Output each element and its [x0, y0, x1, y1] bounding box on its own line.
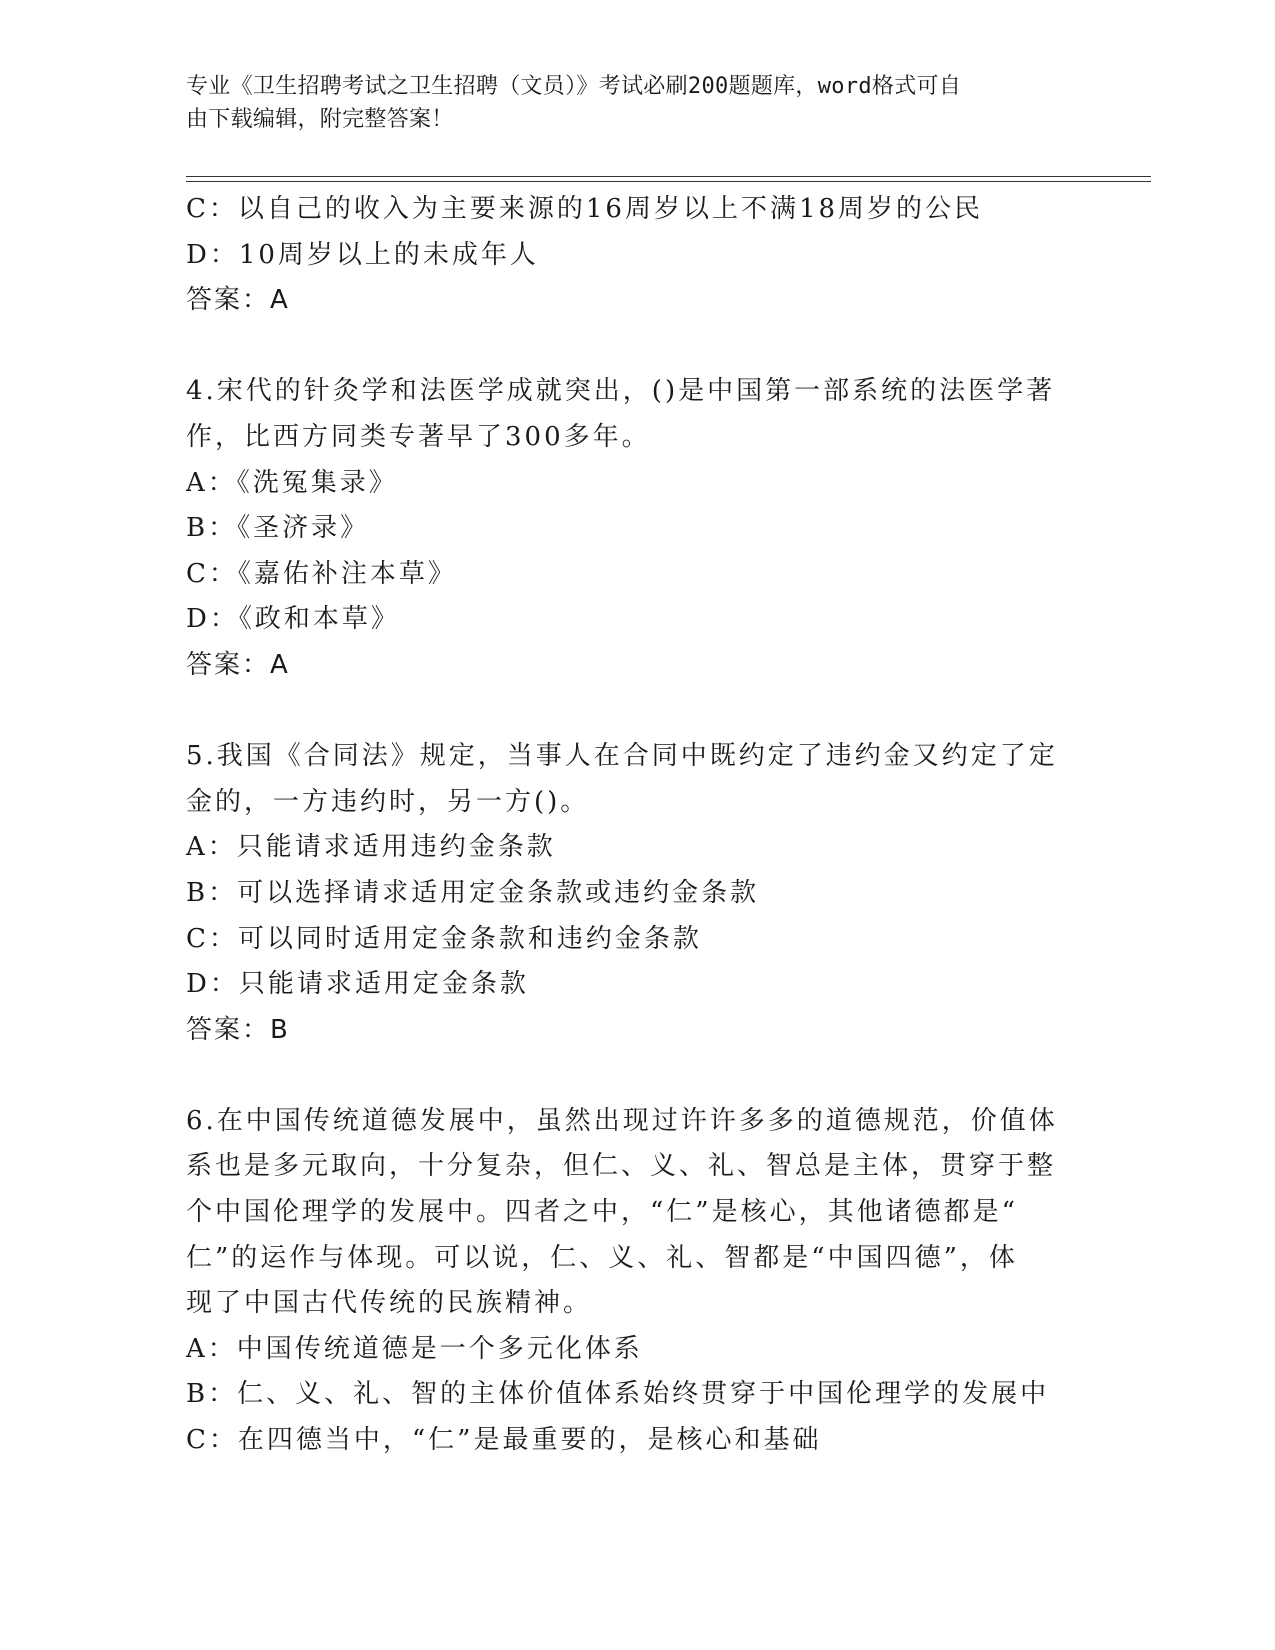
header-divider-top: [186, 176, 1151, 177]
spacer: [186, 324, 1066, 370]
option-b: B：仁、义、礼、智的主体价值体系始终贯穿于中国伦理学的发展中: [186, 1379, 1050, 1410]
option-b: B：可以选择请求适用定金条款或违约金条款: [186, 877, 760, 908]
answer-label: 答案：B: [186, 1014, 290, 1045]
question-3-continued: [186, 187, 1066, 324]
spacer: [186, 1053, 1066, 1099]
question-stem-line: 6.在中国传统道德发展中，虽然出现过许许多多的道德规范，价值体: [186, 1105, 1058, 1136]
option-c: C：《嘉佑补注本草》: [186, 558, 457, 589]
question-stem-line: 5.我国《合同法》规定，当事人在合同中既约定了违约金又约定了定: [186, 741, 1058, 772]
option-d: D：只能请求适用定金条款: [186, 969, 529, 1000]
question-stem-line: 作，比西方同类专著早了300多年。: [186, 421, 651, 452]
option-a: A：只能请求适用违约金条款: [186, 832, 556, 863]
spacer: [186, 689, 1066, 735]
question-stem-line: 系也是多元取向，十分复杂，但仁、义、礼、智总是主体，贯穿于整: [186, 1151, 1057, 1182]
option-d: D：10周岁以上的未成年人: [186, 239, 539, 270]
question-stem-line: 现了中国古代传统的民族精神。: [186, 1288, 593, 1319]
question-6: [186, 1099, 1066, 1464]
question-stem-line: 仁”的运作与体现。可以说，仁、义、礼、智都是“中国四德”，体: [186, 1242, 1018, 1273]
option-d: D：《政和本草》: [186, 604, 400, 635]
header-divider-bottom: [186, 181, 1151, 182]
option-b: B：《圣济录》: [186, 513, 370, 544]
option-a: A：中国传统道德是一个多元化体系: [186, 1333, 643, 1364]
option-c: C：以自己的收入为主要来源的16周岁以上不满18周岁的公民: [186, 194, 984, 224]
answer-label: 答案：A: [186, 649, 290, 680]
question-stem-line: 4.宋代的针灸学和法医学成就突出，()是中国第一部系统的法医学著: [186, 376, 1056, 407]
question-4: [186, 369, 1066, 688]
question-5: [186, 734, 1066, 1053]
header-line-1: 专业《卫生招聘考试之卫生招聘（文员）》考试必刷200题题库，word格式可自: [186, 74, 962, 99]
page-header: [186, 70, 1066, 136]
option-c: C：在四德当中，“仁”是最重要的，是核心和基础: [186, 1425, 822, 1456]
question-stem-line: 个中国伦理学的发展中。四者之中，“仁”是核心，其他诸德都是“: [186, 1197, 1018, 1228]
option-c: C：可以同时适用定金条款和违约金条款: [186, 923, 702, 954]
header-line-2: 由下载编辑，附完整答案！: [186, 107, 454, 132]
option-a: A：《洗冤集录》: [186, 467, 398, 498]
question-list: [186, 187, 1066, 1464]
question-stem-line: 金的，一方违约时，另一方()。: [186, 786, 590, 817]
answer-label: 答案：A: [186, 285, 290, 316]
